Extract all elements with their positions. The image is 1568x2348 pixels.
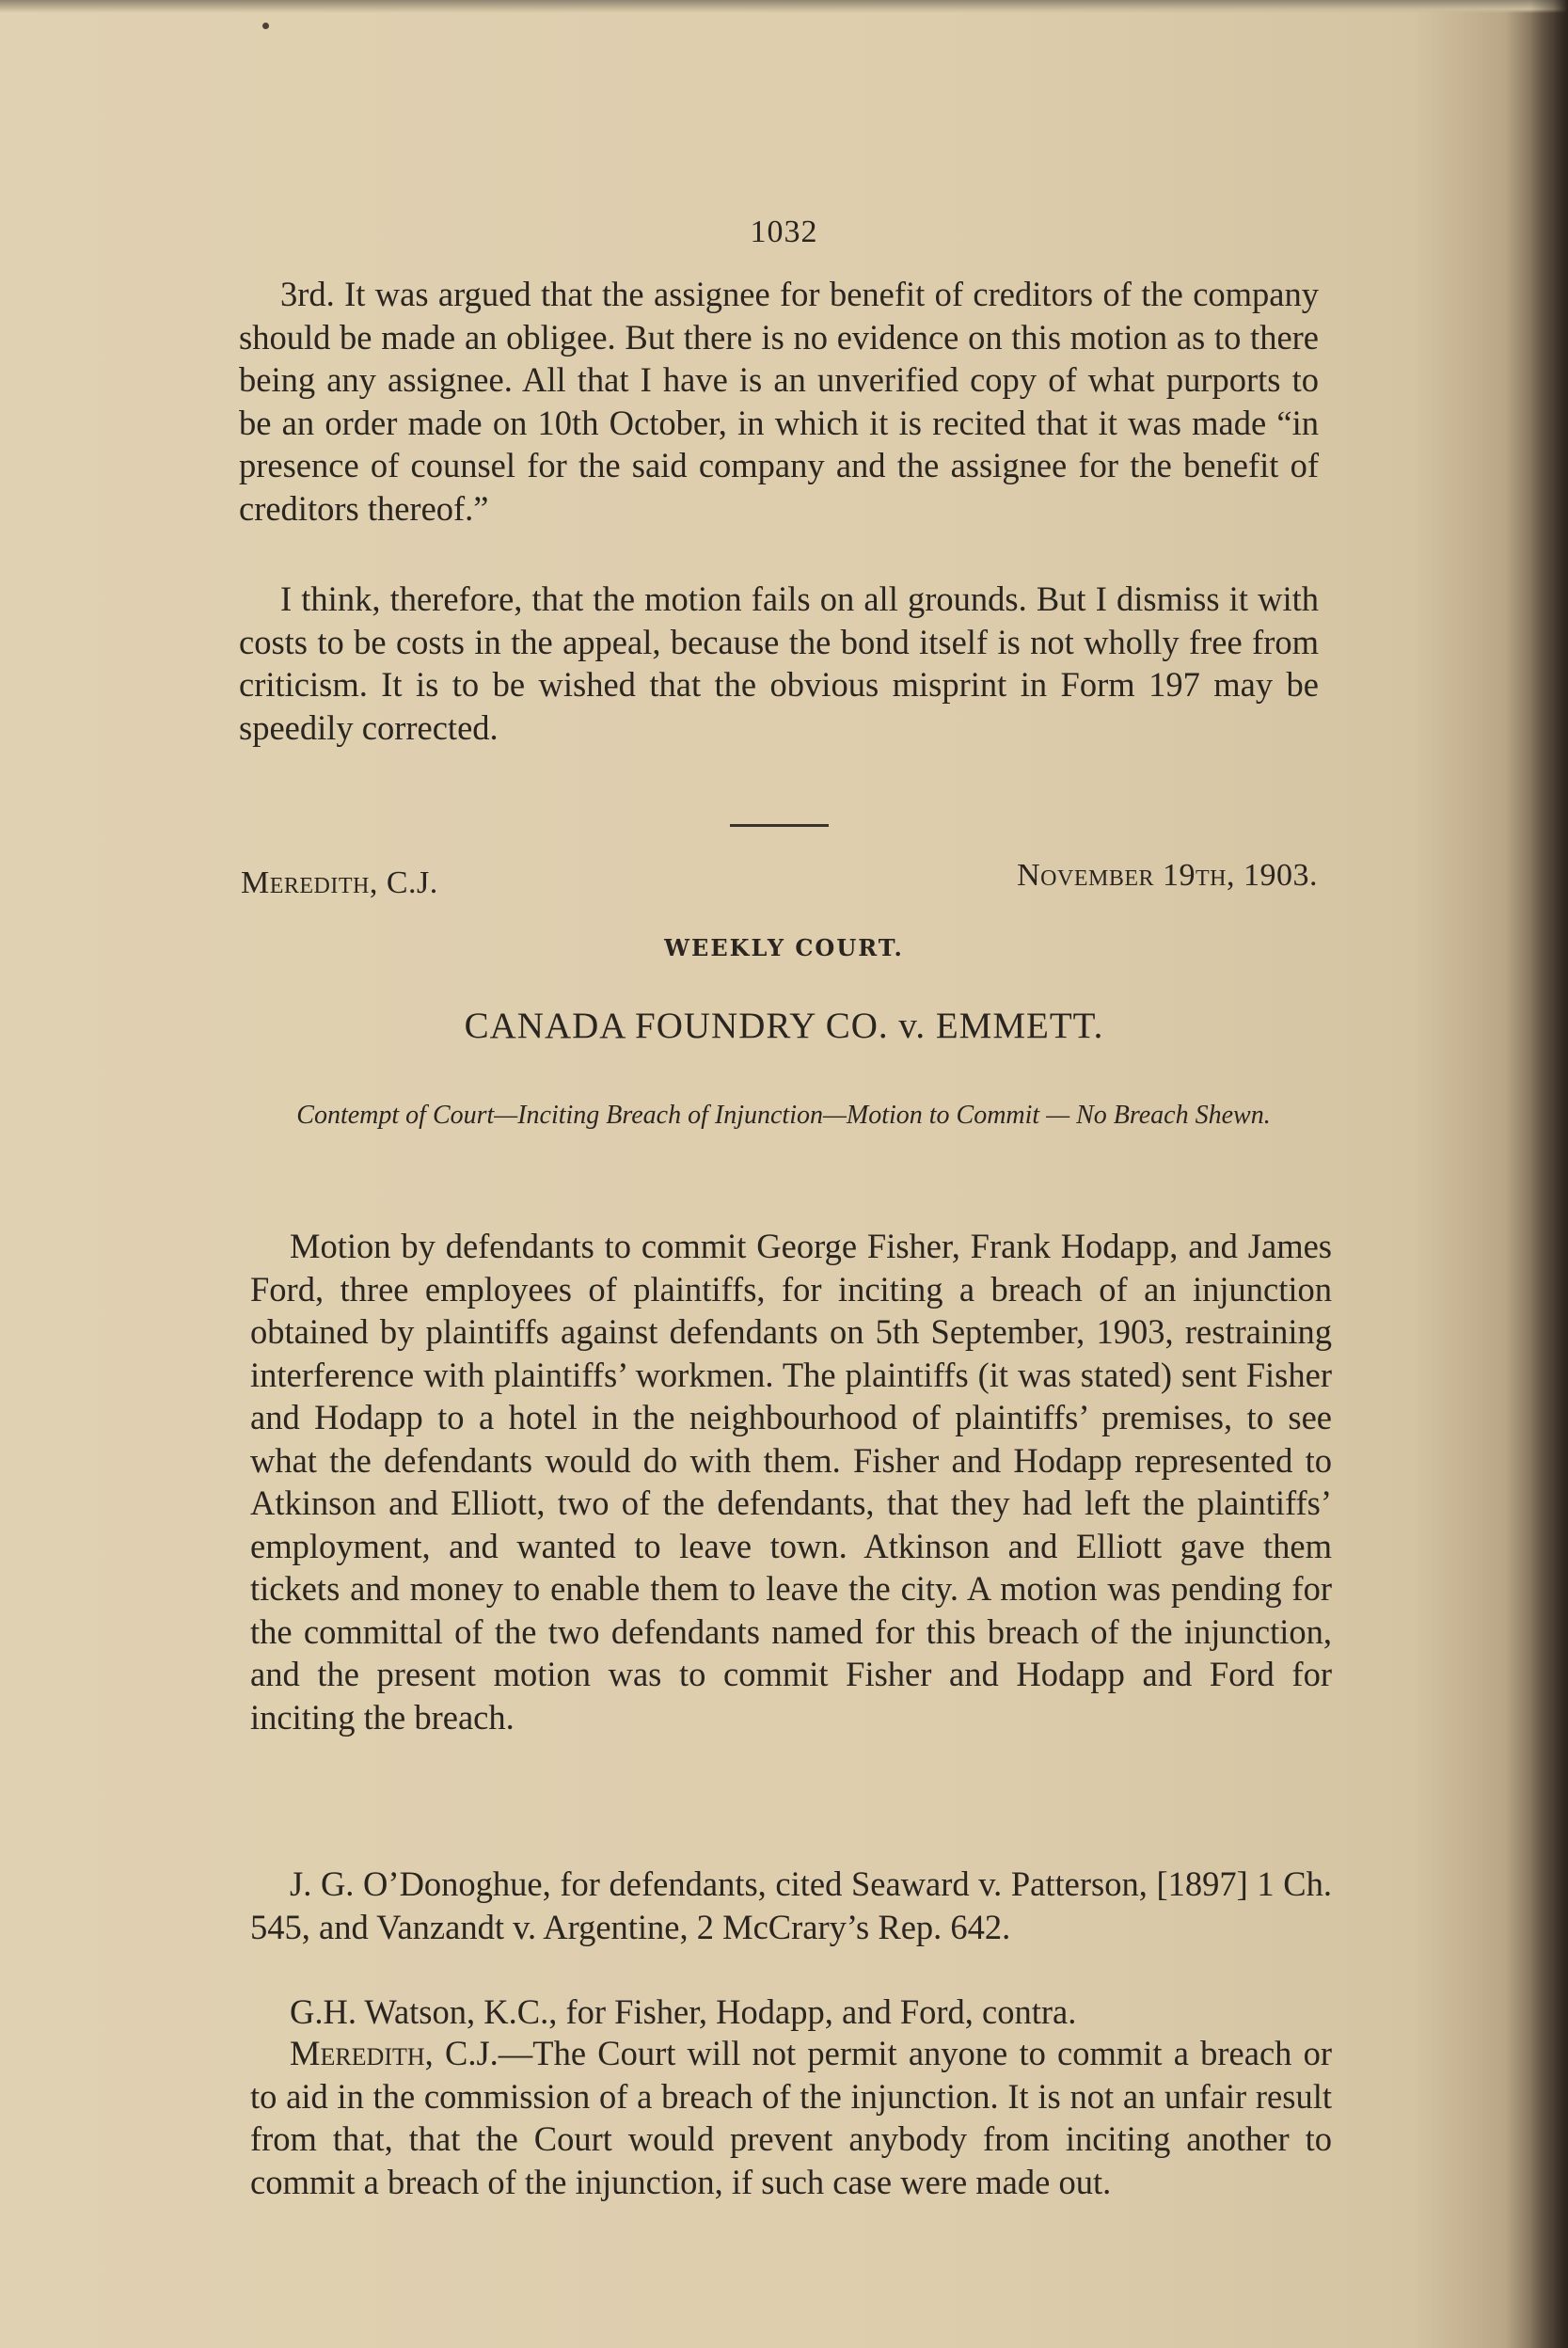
page-top-edge <box>0 0 1568 13</box>
paragraph-assignee-argument: 3rd. It was argued that the assignee for benefit of creditors of the company should be made an obligee. But there is no evidence on this motion as to there being any assignee. All that I have is an unverified copy of what purports to be an order made on 10th October, in which it is recited that it was made “in presence of counsel for the said company and the assignee for the benefit of creditors thereof.” <box>239 275 1319 528</box>
paragraph-judgment <box>250 2032 1332 2203</box>
judgment-judge-name: Meredith, C.J. <box>290 2034 499 2072</box>
paragraph-motion-facts: Motion by defendants to commit George Fisher, Frank Hodapp, and James Ford, three employees of plaintiffs, for inciting a breach of an injunction obtained by plaintiffs against defendants on 5th September, 1903, restraining interference with plaintiffs’ workmen. The plaintiffs (it was stated) sent Fisher and Hodapp to a hotel in the neighbourhood of plaintiffs’ premises, to see what the defendants would do with them. Fisher and Hodapp represented to Atkinson and Elliott, two of the defendants, that they had left the plaintiffs’ employment, and wanted to leave town. Atkinson and Elliott gave them tickets and money to enable them to leave the city. A motion was pending for the committal of the two defendants named for this breach of the injunction, and the present motion was to commit Fisher and Hodapp and Ford for inciting the breach. <box>250 1227 1332 1737</box>
paragraph-defendants-counsel: J. G. O’Donoghue, for defendants, cited Seaward v. Patterson, [1897] 1 Ch. 545, and Vanzandt v. Argentine, 2 McCrary’s Rep. 642. <box>250 1864 1332 1946</box>
section-divider <box>730 824 829 827</box>
judge-name: Meredith, C.J. <box>241 865 438 900</box>
case-title: CANADA FOUNDRY CO. v. EMMETT. <box>464 1006 1104 1046</box>
page-number: 1032 <box>750 214 818 249</box>
judgment-text: —The Court will not permit anyone to commit a breach or to aid in the commission of a breach of the injunction. It is not an unfair result from that, that the Court would prevent anybody from inciting another to commit a breach of the injunction, if such case were made out. <box>250 2034 1332 2201</box>
ink-speck <box>262 23 269 29</box>
page-binding-shadow <box>1530 0 1568 2348</box>
case-headnote: Contempt of Court—Inciting Breach of Injunction—Motion to Commit — No Breach Shewn. <box>296 1101 1271 1130</box>
court-name: WEEKLY COURT. <box>664 934 904 961</box>
case-date: November 19th, 1903. <box>1017 858 1318 893</box>
paragraph-motion-dismissed: I think, therefore, that the motion fails on all grounds. But I dismiss it with costs to be costs in the appeal, because the bond itself is not wholly free from criticism. It is to be wished that the obvious misprint in Form 197 may be speedily corrected. <box>239 579 1319 747</box>
paragraph-respondents-counsel: G.H. Watson, K.C., for Fisher, Hodapp, and Ford, contra. <box>290 1992 1077 2031</box>
